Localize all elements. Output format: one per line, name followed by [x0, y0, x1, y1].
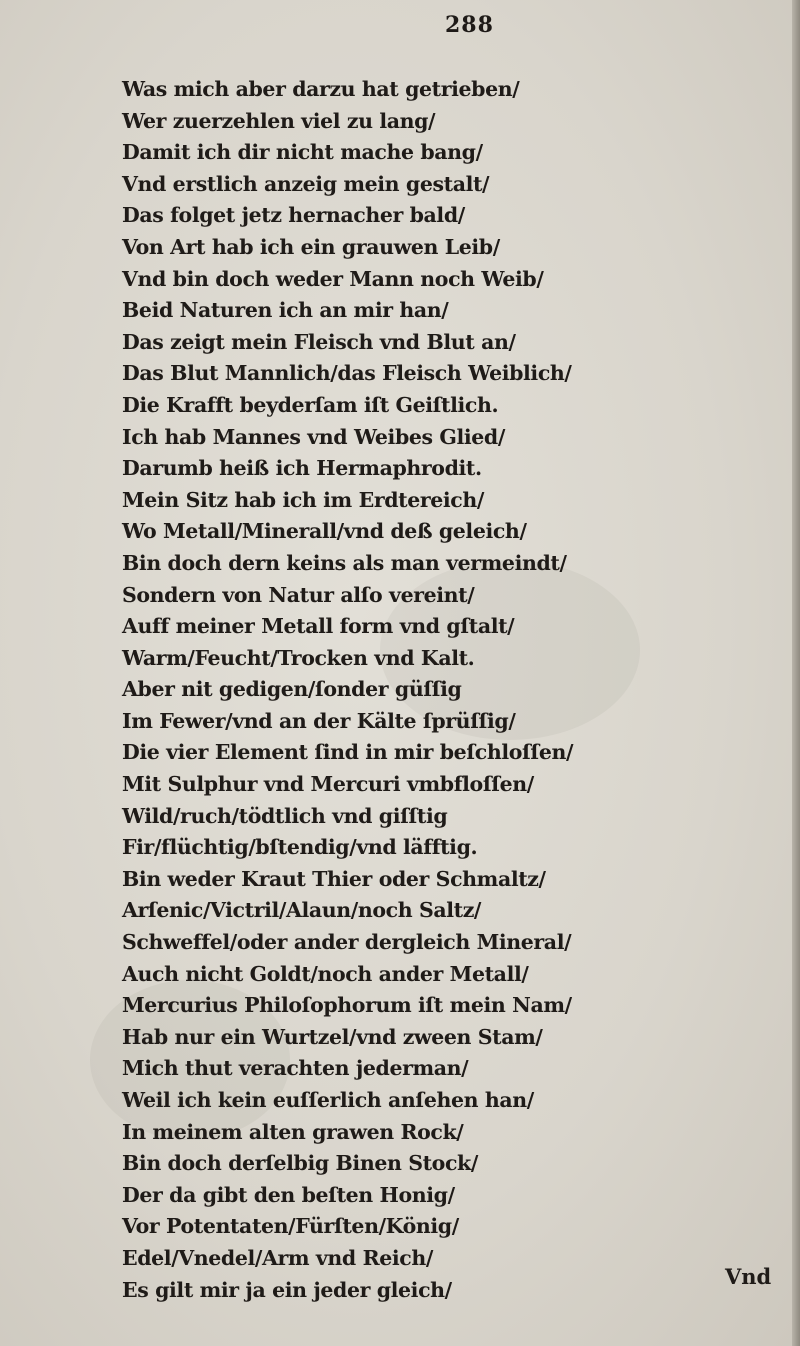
verse-line: Was mich aber darzu hat getrieben/	[122, 77, 520, 101]
catchword: Vnd	[725, 1264, 772, 1289]
verse-line: Mercurius Philoſophorum iſt mein Nam/	[122, 993, 572, 1018]
verse-line: Der da gibt den beſten Honig/	[122, 1182, 455, 1207]
verse-line: Damit ich dir nicht mache bang/	[122, 140, 483, 165]
verse-line: Mein Sitz hab ich im Erdtereich/	[122, 487, 484, 512]
verse-line: Darumb heiß ich Hermaphrodit.	[122, 456, 482, 481]
verse-line: Auch nicht Goldt/noch ander Metall/	[122, 961, 529, 986]
verse-line: Wer zuerzehlen viel zu lang/	[122, 108, 436, 133]
verse-line: Ich hab Mannes vnd Weibes Glied/	[122, 424, 505, 449]
verse-line: Das Blut Mannlich/das Fleisch Weiblich/	[122, 361, 572, 386]
verse-text	[122, 74, 573, 1306]
verse-line: Fir/flüchtig/bſtendig/vnd läfftig.	[122, 835, 478, 860]
verse-line: Bin doch dern keins als man vermeindt/	[122, 550, 567, 575]
verse-line: Mich thut verachten jederman/	[122, 1056, 469, 1081]
verse-line: Hab nur ein Wurtzel/vnd zween Stam/	[122, 1024, 543, 1049]
verse-line: Schweffel/oder ander dergleich Mineral/	[122, 930, 572, 955]
verse-line: Edel/Vnedel/Arm vnd Reich/	[122, 1245, 433, 1270]
verse-line: Vnd erstlich anzeig mein gestalt/	[122, 171, 490, 196]
verse-line: Das folget jetz hernacher bald/	[122, 203, 465, 228]
verse-line: Vor Potentaten/Fürſten/König/	[122, 1214, 459, 1239]
verse-line: Arſenic/Victril/Alaun/noch Saltz/	[122, 898, 482, 923]
verse-line: Das zeigt mein Fleisch vnd Blut an/	[122, 329, 516, 354]
verse-line: Es gilt mir ja ein jeder gleich/	[122, 1277, 452, 1302]
book-spine-edge	[792, 0, 800, 1346]
verse-line: Sondern von Natur alſo vereint/	[122, 582, 475, 607]
verse-line: Wo Metall/Minerall/vnd deß geleich/	[122, 519, 527, 544]
verse-line: Mit Sulphur vnd Mercuri vmbfloſſen/	[122, 772, 534, 797]
verse-line: Im Fewer/vnd an der Kälte ſprüſſig/	[122, 708, 516, 733]
verse-line: Auff meiner Metall form vnd gſtalt/	[122, 614, 515, 639]
verse-line: Bin weder Kraut Thier oder Schmaltz/	[122, 866, 546, 891]
verse-line: Aber nit gedigen/ſonder güſſig	[122, 677, 462, 702]
verse-line: Beid Naturen ich an mir han/	[122, 298, 449, 323]
verse-line: Von Art hab ich ein grauwen Leib/	[122, 234, 500, 259]
verse-line: In meinem alten grawen Rock/	[122, 1119, 464, 1144]
verse-line: Vnd bin doch weder Mann noch Weib/	[122, 266, 544, 291]
verse-line: Wild/ruch/tödtlich vnd giſſtig	[122, 803, 448, 828]
verse-line: Bin doch derſelbig Binen Stock/	[122, 1151, 478, 1176]
verse-line: Weil ich kein euſſerlich anſehen han/	[122, 1088, 534, 1112]
verse-line: Warm/Feucht/Trocken vnd Kalt.	[122, 645, 475, 670]
verse-line: Die Krafft beyderſam iſt Geiſtlich.	[122, 392, 499, 417]
page-number: 288	[445, 12, 494, 38]
verse-line: Die vier Element ſind in mir beſchloſſen/	[122, 740, 574, 765]
